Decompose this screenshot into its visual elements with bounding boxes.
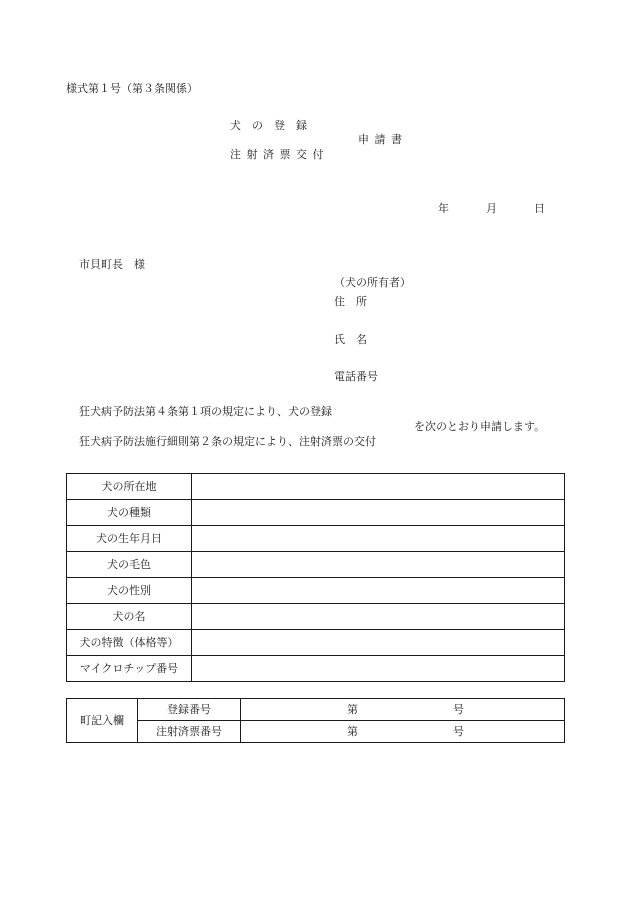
- input-dog-name[interactable]: [192, 604, 565, 630]
- date-year-label: 年: [438, 202, 449, 215]
- title-line-certificate: 注射済票交付: [230, 148, 329, 161]
- title-line-registration: 犬 の 登 録: [230, 119, 307, 132]
- row-label-sex: 犬の性別: [67, 578, 192, 604]
- row-label-birthdate: 犬の生年月日: [67, 526, 192, 552]
- table-row: [67, 552, 565, 578]
- registration-number-label: 登録番号: [138, 699, 241, 721]
- name-label: 氏 名: [334, 333, 367, 346]
- form-number: 様式第１号（第３条関係）: [66, 82, 198, 95]
- table-row: [67, 656, 565, 682]
- office-use-heading: 町記入欄: [67, 699, 138, 743]
- title-suffix: 申請書: [358, 133, 408, 146]
- table-row: [67, 699, 565, 721]
- statement-line-registration: 狂犬病予防法第４条第１項の規定により、犬の登録: [79, 405, 332, 418]
- applicant-heading: （犬の所有者）: [334, 276, 411, 289]
- table-row: [67, 578, 565, 604]
- date-day-label: 日: [534, 202, 545, 215]
- statement-line-certificate: 狂犬病予防法施行細則第２条の規定により、注射済票の交付: [79, 435, 376, 448]
- row-label-features: 犬の特徴（体格等）: [67, 630, 192, 656]
- address-label: 住 所: [334, 295, 367, 308]
- certificate-number-label: 注射済票番号: [138, 721, 241, 743]
- row-label-dog-name: 犬の名: [67, 604, 192, 630]
- phone-label: 電話番号: [334, 370, 378, 383]
- row-label-coat-color: 犬の毛色: [67, 552, 192, 578]
- row-label-microchip: マイクロチップ番号: [67, 656, 192, 682]
- row-label-location: 犬の所在地: [67, 474, 192, 500]
- table-row: [67, 721, 565, 743]
- input-dog-coat-color[interactable]: [192, 552, 565, 578]
- input-dog-sex[interactable]: [192, 578, 565, 604]
- row-label-breed: 犬の種類: [67, 500, 192, 526]
- table-row: [67, 604, 565, 630]
- addressee: 市貝町長 様: [79, 258, 145, 271]
- table-row: [67, 500, 565, 526]
- statement-ending: を次のとおり申請します。: [414, 420, 546, 433]
- office-use-table: [66, 698, 565, 743]
- registration-number-suffix: 号: [453, 703, 464, 716]
- certificate-number-field[interactable]: [241, 721, 565, 743]
- input-dog-breed[interactable]: [192, 500, 565, 526]
- certificate-number-suffix: 号: [453, 725, 464, 738]
- date-month-label: 月: [486, 202, 497, 215]
- input-dog-features[interactable]: [192, 630, 565, 656]
- table-row: [67, 526, 565, 552]
- input-microchip-number[interactable]: [192, 656, 565, 682]
- registration-number-field[interactable]: [241, 699, 565, 721]
- dog-info-table: [66, 473, 565, 682]
- table-row: [67, 474, 565, 500]
- registration-number-prefix: 第: [347, 703, 358, 716]
- input-dog-location[interactable]: [192, 474, 565, 500]
- table-row: [67, 630, 565, 656]
- certificate-number-prefix: 第: [347, 725, 358, 738]
- input-dog-birthdate[interactable]: [192, 526, 565, 552]
